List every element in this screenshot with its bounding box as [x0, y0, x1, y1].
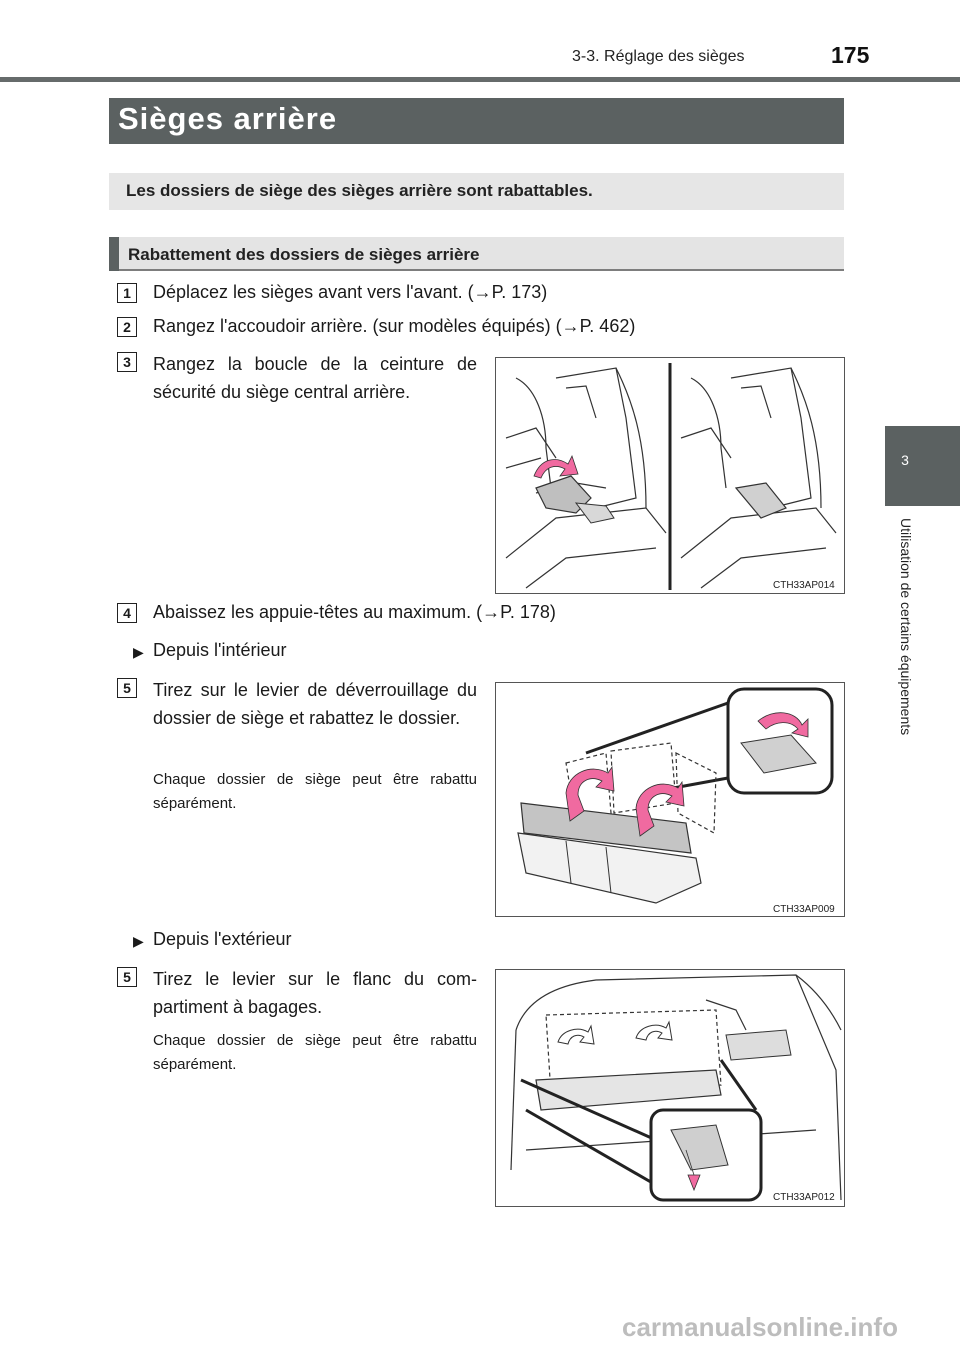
triangle-right-icon: ▶ — [133, 933, 144, 949]
step-number: 1 — [117, 283, 137, 303]
chapter-label: Utilisation de certains équipements — [898, 518, 914, 736]
section-title: 3-3. Réglage des sièges — [572, 48, 745, 65]
header-rule — [0, 77, 960, 82]
subheading-text: Rabattement des dossiers de sièges arrière — [128, 245, 480, 264]
step-number: 4 — [117, 603, 137, 623]
luggage-compartment-illustration — [496, 970, 844, 1206]
figure-code: CTH33AP009 — [773, 904, 835, 915]
triangle-right-icon: ▶ — [133, 644, 144, 660]
seat-buckle-illustration — [496, 358, 844, 593]
step-number: 5 — [117, 678, 137, 698]
footer-watermark[interactable]: carmanualsonline.info — [622, 1312, 898, 1342]
seat-folding-illustration — [496, 683, 844, 916]
page-title: Sièges arrière — [118, 101, 338, 136]
step-text: Déplacez les sièges avant vers l'avant. (→P. 173) — [153, 282, 548, 302]
exterior-lever-figure — [495, 969, 845, 1207]
page-number: 175 — [831, 42, 870, 68]
step-text: Tirez sur le levier de déverrouillage du dossier de siège et rabattez le dossier. — [153, 680, 477, 728]
figure-code: CTH33AP012 — [773, 1192, 835, 1203]
step-text: Tirez le levier sur le flanc du com-partiment à bagages. — [153, 969, 477, 1017]
step-text: Rangez l'accoudoir arrière. (sur modèles équipés) (→P. 462) — [153, 316, 636, 336]
step-note: Chaque dossier de siège peut être rabattu séparément. — [153, 1032, 477, 1073]
step-number: 5 — [117, 967, 137, 987]
intro-text: Les dossiers de siège des sièges arrière sont rabattables. — [126, 181, 593, 200]
subsection-label: Depuis l'extérieur — [153, 929, 292, 949]
buckle-stowing-figure — [495, 357, 845, 594]
step-number: 2 — [117, 317, 137, 337]
step-note: Chaque dossier de siège peut être rabattu séparément. — [153, 771, 477, 812]
step-text: Rangez la boucle de la ceinture de sécurité du siège central arrière. — [153, 354, 477, 402]
chapter-number: 3 — [901, 452, 909, 468]
subheading-accent — [109, 237, 119, 271]
subsection-label: Depuis l'intérieur — [153, 640, 287, 660]
figure-code: CTH33AP014 — [773, 580, 835, 591]
step-number: 3 — [117, 352, 137, 372]
step-text: Abaissez les appuie-têtes au maximum. (→P. 178) — [153, 602, 556, 622]
interior-lever-figure — [495, 682, 845, 917]
